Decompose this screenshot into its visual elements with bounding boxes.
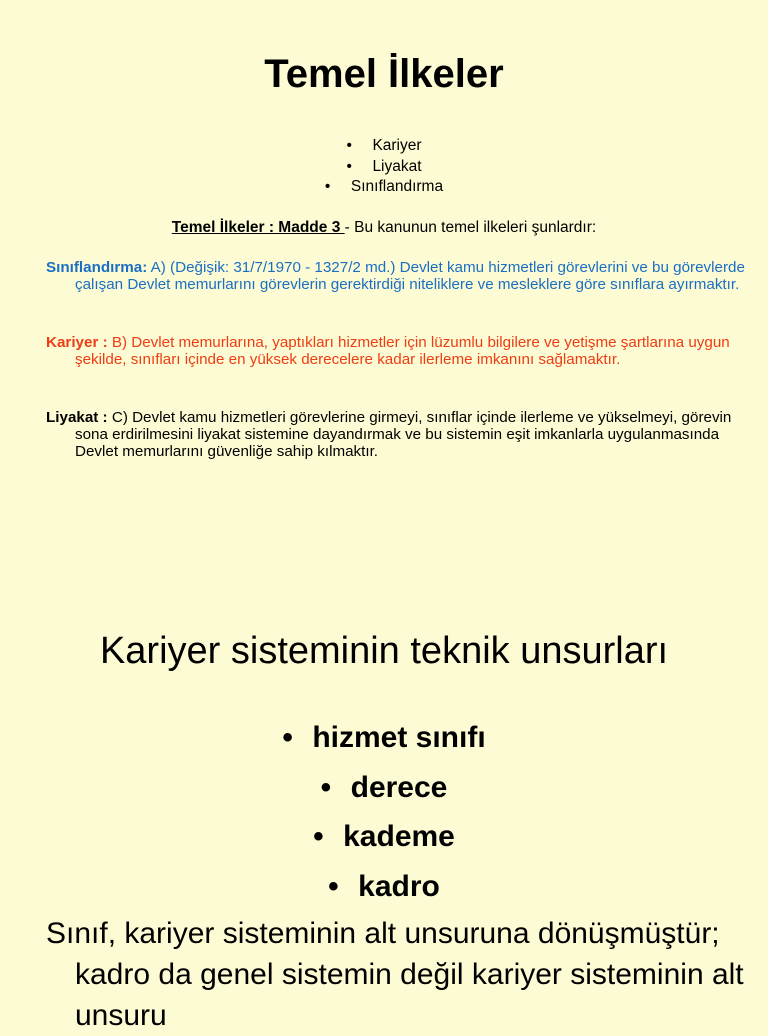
slide-title: Temel İlkeler — [264, 52, 504, 96]
article-heading: Temel İlkeler : Madde 3 — [171, 219, 345, 236]
bullet-icon: • — [324, 178, 331, 195]
bullet-icon: • — [282, 721, 293, 754]
paragraph-text: C) Devlet kamu hizmetleri görevlerine girmeyi, sınıflar içinde ilerleme ve yükselmeyi, görevin sona erdirilmesini liyakat sistemine dayandırmak ve bu sistemin eşit imkanlarla uygulanmasında Devlet memurlarını güvenliğe sahip kılmaktır. — [75, 409, 732, 460]
bullet-text: Sınıflandırma — [350, 178, 444, 195]
paragraph-liyakat — [46, 410, 755, 461]
bullet-item — [0, 763, 768, 813]
bullet-icon: • — [328, 869, 339, 903]
bullet-icon: • — [313, 820, 324, 853]
paragraph-term: Liyakat : — [46, 409, 108, 426]
bullet-item — [0, 157, 768, 178]
bullet-text: Kariyer — [372, 137, 422, 154]
paragraph-siniflandirma — [46, 260, 755, 294]
slide-kariyer-unsurlari — [0, 600, 768, 1032]
bullet-text: Liyakat — [372, 157, 422, 175]
bullet-item — [0, 812, 768, 862]
paragraph-term: Sınıflandırma: — [46, 259, 148, 276]
body-paragraph: Sınıf, kariyer sisteminin alt unsuruna dönüşmüştür; kadro da genel sistemin değil kariyer sisteminin alt unsuru — [46, 917, 744, 1032]
paragraph-term: Kariyer : — [46, 334, 108, 351]
slide-title: Kariyer sisteminin teknik unsurları — [99, 630, 669, 672]
bullet-icon: • — [320, 770, 332, 804]
bullet-text: kadro — [358, 869, 440, 903]
paragraph-kariyer — [46, 335, 755, 369]
bullet-icon: • — [346, 137, 352, 154]
elements-bullet-list — [0, 713, 768, 911]
bullet-icon: • — [346, 157, 352, 175]
bullet-item — [0, 136, 768, 157]
bullet-text: hizmet sınıfı — [312, 721, 486, 754]
paragraph-text: A) (Değişik: 31/7/1970 - 1327/2 md.) Devlet kamu hizmetleri görevlerini ve bu görevlerde çalışan Devlet memurlarını görevlerin gerektirdiği niteliklere ve mesleklere göre sınıflara ayırmaktır. — [75, 259, 745, 293]
bullet-item — [0, 862, 768, 912]
bullet-text: kademe — [343, 820, 455, 853]
article-intro — [0, 219, 768, 237]
bullet-item — [0, 713, 768, 763]
article-intro-text: - Bu kanunun temel ilkeleri şunlardır: — [344, 219, 597, 236]
principles-bullet-list — [0, 136, 768, 198]
bullet-item — [0, 177, 768, 198]
bullet-text: derece — [350, 770, 448, 804]
paragraph-text: B) Devlet memurlarına, yaptıkları hizmetler için lüzumlu bilgilere ve yetişme şartlarına uygun şekilde, sınıfları içinde en yüksek derecelere kadar ilerleme imkanını sağlamaktır. — [75, 334, 730, 368]
